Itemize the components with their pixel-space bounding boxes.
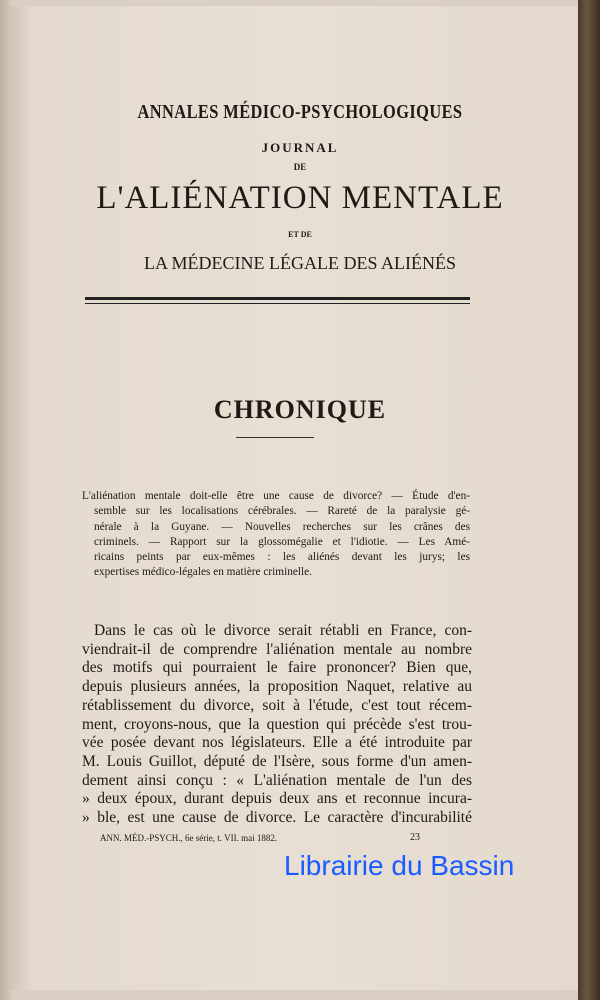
summary-line: criminels. — Rapport sur la glossomégalie et l'idiotie. — Les Amé- [94, 535, 470, 548]
chapter-summary [82, 489, 470, 581]
summary-line: L'aliénation mentale doit-elle être une cause de divorce? — Étude d'en- [82, 490, 470, 502]
page-signature: ANN. MÉD.-PSYCH., 6e série, t. VII. mai 1882. [100, 833, 278, 843]
double-rule-thick [85, 297, 470, 300]
journal-de: DE [293, 162, 307, 172]
body-line: M. Louis Guillot, député de l'Isère, sous forme d'un amen- [82, 752, 472, 770]
journal-et-de: ET DE [288, 230, 312, 239]
body-line: des motifs qui pourraient le faire prononcer? Bien que, [82, 659, 472, 677]
body-text [82, 622, 472, 828]
body-line: ment, croyons-nous, que la question qui précède s'est trou- [82, 715, 472, 733]
journal-secondary-title: LA MÉDECINE LÉGALE DES ALIÉNÉS [144, 253, 456, 273]
body-line: vée posée devant nos législateurs. Elle a été introduite par [82, 734, 472, 752]
summary-line: ricains peints par eux-mêmes : les aliénés devant les jurys; les [94, 551, 470, 564]
body-line: viendrait-il de comprendre l'aliénation mentale au nombre [82, 640, 472, 658]
body-line: dement ainsi conçu : « L'aliénation mentale de l'un des [82, 771, 472, 789]
section-rule [236, 437, 314, 438]
journal-subtitle: JOURNAL [261, 140, 339, 155]
body-line: rétablissement du divorce, soit à l'étude, c'est tout récem- [82, 696, 472, 714]
body-line: Dans le cas où le divorce serait rétabli en France, con- [94, 622, 472, 639]
double-rule-thin [85, 303, 470, 304]
section-title: CHRONIQUE [213, 395, 387, 424]
journal-title: ANNALES MÉDICO-PSYCHOLOGIQUES [137, 101, 463, 123]
summary-line: expertises médico-légales en matière criminelle. [94, 566, 312, 579]
summary-line: semble sur les localisations cérébrales. — Rareté de la paralysie gé- [94, 505, 470, 518]
watermark: Librairie du Bassin [284, 850, 515, 881]
journal-main-title: L'ALIÉNATION MENTALE [96, 180, 504, 216]
body-line: depuis plusieurs années, la proposition Naquet, relative au [82, 678, 472, 696]
body-line: » deux époux, durant depuis deux ans et reconnue incura- [82, 790, 472, 808]
page-number: 23 [410, 832, 420, 843]
summary-line: nérale à la Guyane. — Nouvelles recherches sur les crânes des [94, 520, 470, 533]
body-line: » ble, est une cause de divorce. Le caractère d'incurabilité [82, 809, 472, 827]
